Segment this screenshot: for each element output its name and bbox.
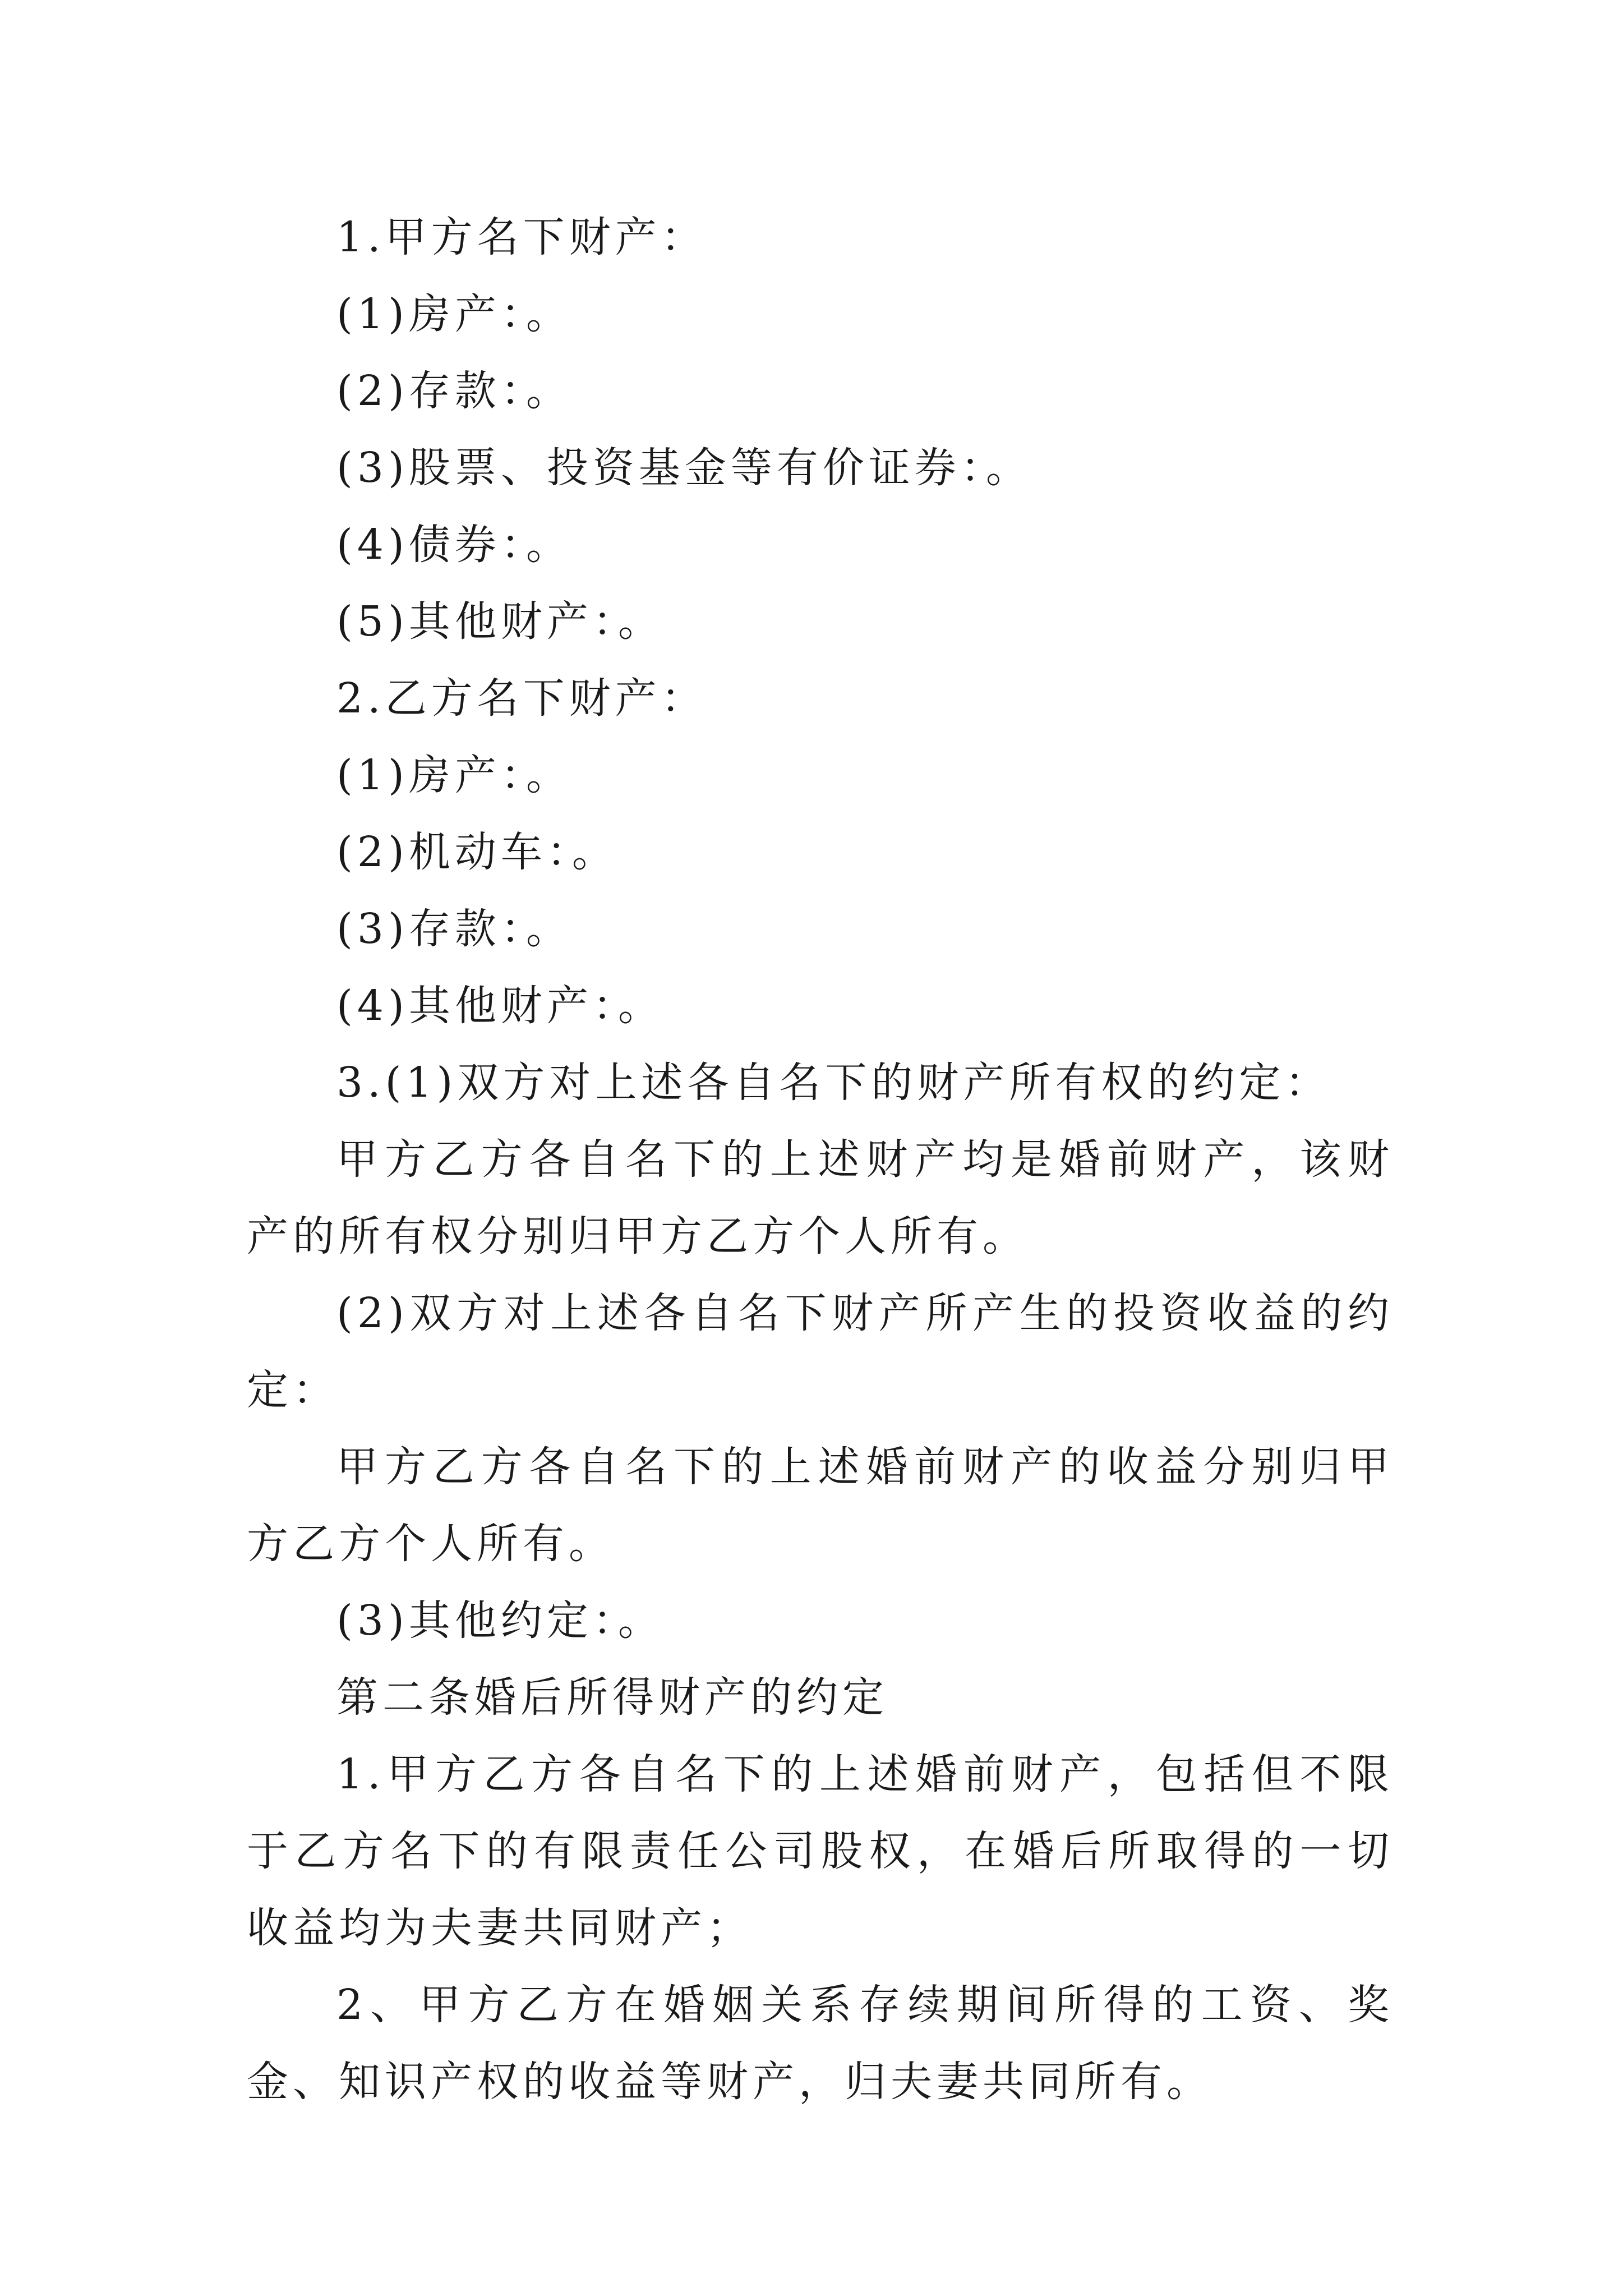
- paragraph-8: (1)房产：。: [336, 751, 572, 799]
- paragraph-4: (3)股票、投资基金等有价证券：。: [336, 444, 1032, 492]
- paragraph-19: 2、甲方乙方在婚姻关系存续期间所得的工资、奖金、知识产权的收益等财产，归夫妻共同所有。: [247, 1981, 1394, 2106]
- paragraph-7: 2.乙方名下财产：: [336, 674, 707, 723]
- document-body: [247, 199, 1394, 2120]
- paragraph-6: (5)其他财产：。: [336, 597, 664, 646]
- paragraph-1: 1.甲方名下财产：: [336, 213, 707, 261]
- paragraph-14: (2)双方对上述各自名下财产所产生的投资收益的约定：: [247, 1289, 1394, 1414]
- paragraph-15: 甲方乙方各自名下的上述婚前财产的收益分别归甲方乙方个人所有。: [247, 1443, 1394, 1568]
- paragraph-2: (1)房产：。: [336, 290, 572, 338]
- paragraph-11: (4)其他财产：。: [336, 982, 664, 1030]
- paragraph-13: 甲方乙方各自名下的上述财产均是婚前财产，该财产的所有权分别归甲方乙方个人所有。: [247, 1135, 1394, 1260]
- paragraph-18: 1.甲方乙方各自名下的上述婚前财产，包括但不限于乙方名下的有限责任公司股权，在婚后所取得的一切收益均为夫妻共同财产；: [247, 1750, 1394, 1952]
- paragraph-12: 3.(1)双方对上述各自名下的财产所有权的约定：: [336, 1059, 1331, 1107]
- paragraph-9: (2)机动车：。: [336, 828, 618, 876]
- paragraph-17: 第二条婚后所得财产的约定: [336, 1673, 888, 1722]
- paragraph-16: (3)其他约定：。: [336, 1596, 664, 1645]
- paragraph-10: (3)存款：。: [336, 905, 572, 953]
- paragraph-5: (4)债券：。: [336, 521, 572, 569]
- paragraph-3: (2)存款：。: [336, 367, 572, 415]
